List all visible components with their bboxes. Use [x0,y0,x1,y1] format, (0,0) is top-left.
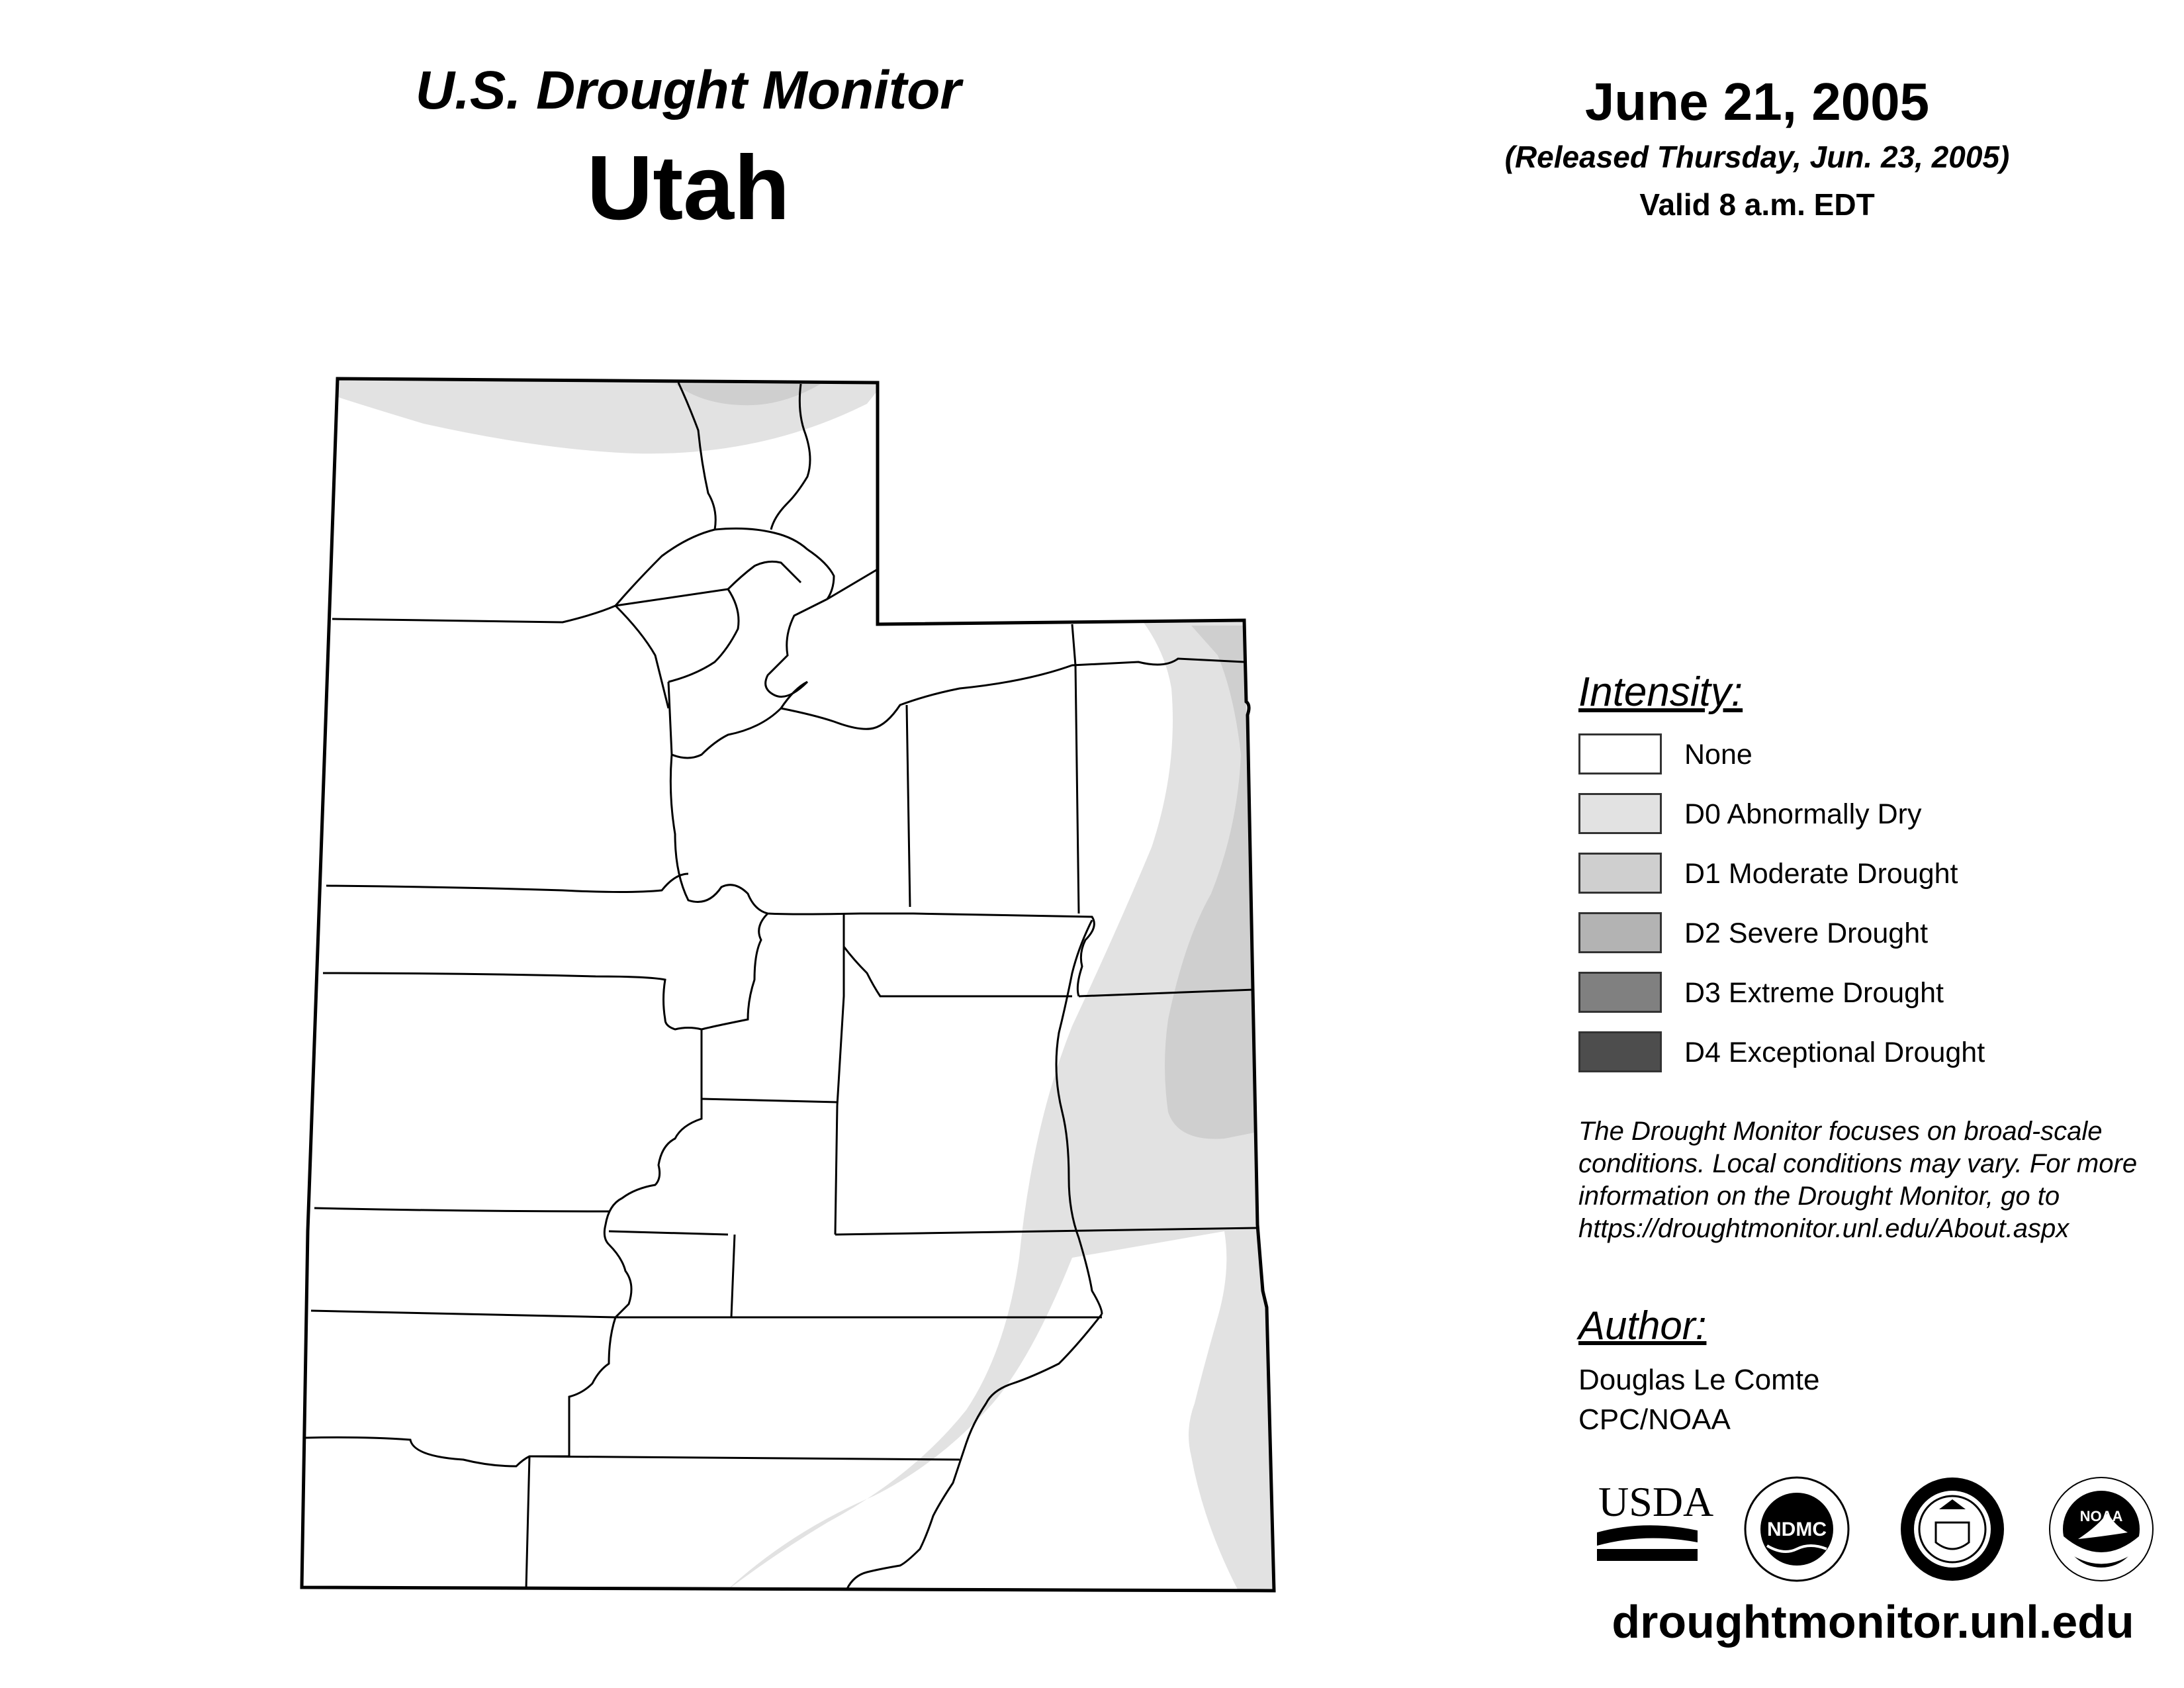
ndmc-logo [1745,1477,1848,1581]
website-url: droughtmonitor.unl.edu [1612,1596,2134,1648]
noaa-logo [2050,1477,2153,1581]
legend-swatch-d4 [1578,1031,1662,1072]
county-line [668,682,807,758]
county-line [569,1317,615,1456]
county-line [728,561,801,589]
county-line [1075,665,1079,914]
map-title: U.S. Drought Monitor [415,60,962,120]
legend-label-d4: D4 Exceptional Drought [1684,1037,1985,1068]
disclaimer-note: The Drought Monitor focuses on broad-scale conditions. Local conditions may vary. For more information on the Drought Monitor, go to https://droughtmonitor.unl.edu/About.aspx [1578,1117,2138,1243]
county-line [615,606,668,708]
county-line [844,947,1072,996]
county-line [766,599,827,697]
legend-label-d2: D2 Severe Drought [1684,917,1929,949]
county-line [847,1314,1102,1589]
legend-label-d0: D0 Abnormally Dry [1684,798,1922,830]
county-line [529,1456,960,1460]
legend-title: Intensity: [1578,669,1743,715]
county-line [526,1456,529,1589]
legend-swatch-d3 [1578,972,1662,1013]
author-title: Author: [1578,1303,1707,1348]
state-name: Utah [586,137,790,239]
county-line [731,1235,735,1317]
county-line [835,1105,837,1235]
author-name: Douglas Le Comte [1578,1364,1820,1396]
county-line [323,973,702,1029]
commerce-seal-logo [1901,1477,2004,1581]
legend-label-none: None [1684,739,1752,771]
county-line [913,914,1094,996]
county-line [615,528,807,606]
county-line [311,1311,615,1317]
svg-text:NOAA: NOAA [2079,1508,2123,1524]
county-line [326,874,688,892]
legend-swatch-none [1578,733,1662,774]
county-line [604,1099,702,1244]
valid-time: Valid 8 a.m. EDT [1639,187,1875,222]
map-date: June 21, 2005 [1584,72,1930,131]
svg-text:NDMC: NDMC [1767,1519,1827,1540]
county-line [314,1208,609,1211]
county-line [670,755,913,914]
author-org: CPC/NOAA [1578,1403,1731,1436]
county-line [702,1099,837,1102]
legend-label-d1: D1 Moderate Drought [1684,858,1958,890]
county-line [837,914,844,1105]
county-line [1072,624,1075,665]
county-line [907,705,910,907]
county-line [615,589,739,682]
county-line [609,1231,728,1235]
svg-text:USDA: USDA [1598,1478,1714,1525]
legend-swatch-d2 [1578,912,1662,953]
release-date: (Released Thursday, Jun. 23, 2005) [1504,140,2010,174]
agency-logos [1578,1470,2161,1589]
county-line [702,914,768,1099]
usda-logo [1597,1478,1713,1561]
county-line [332,606,615,622]
legend-swatch-d1 [1578,853,1662,894]
legend-swatch-d0 [1578,793,1662,834]
legend-label-d3: D3 Extreme Drought [1684,977,1944,1009]
county-line [807,549,878,599]
